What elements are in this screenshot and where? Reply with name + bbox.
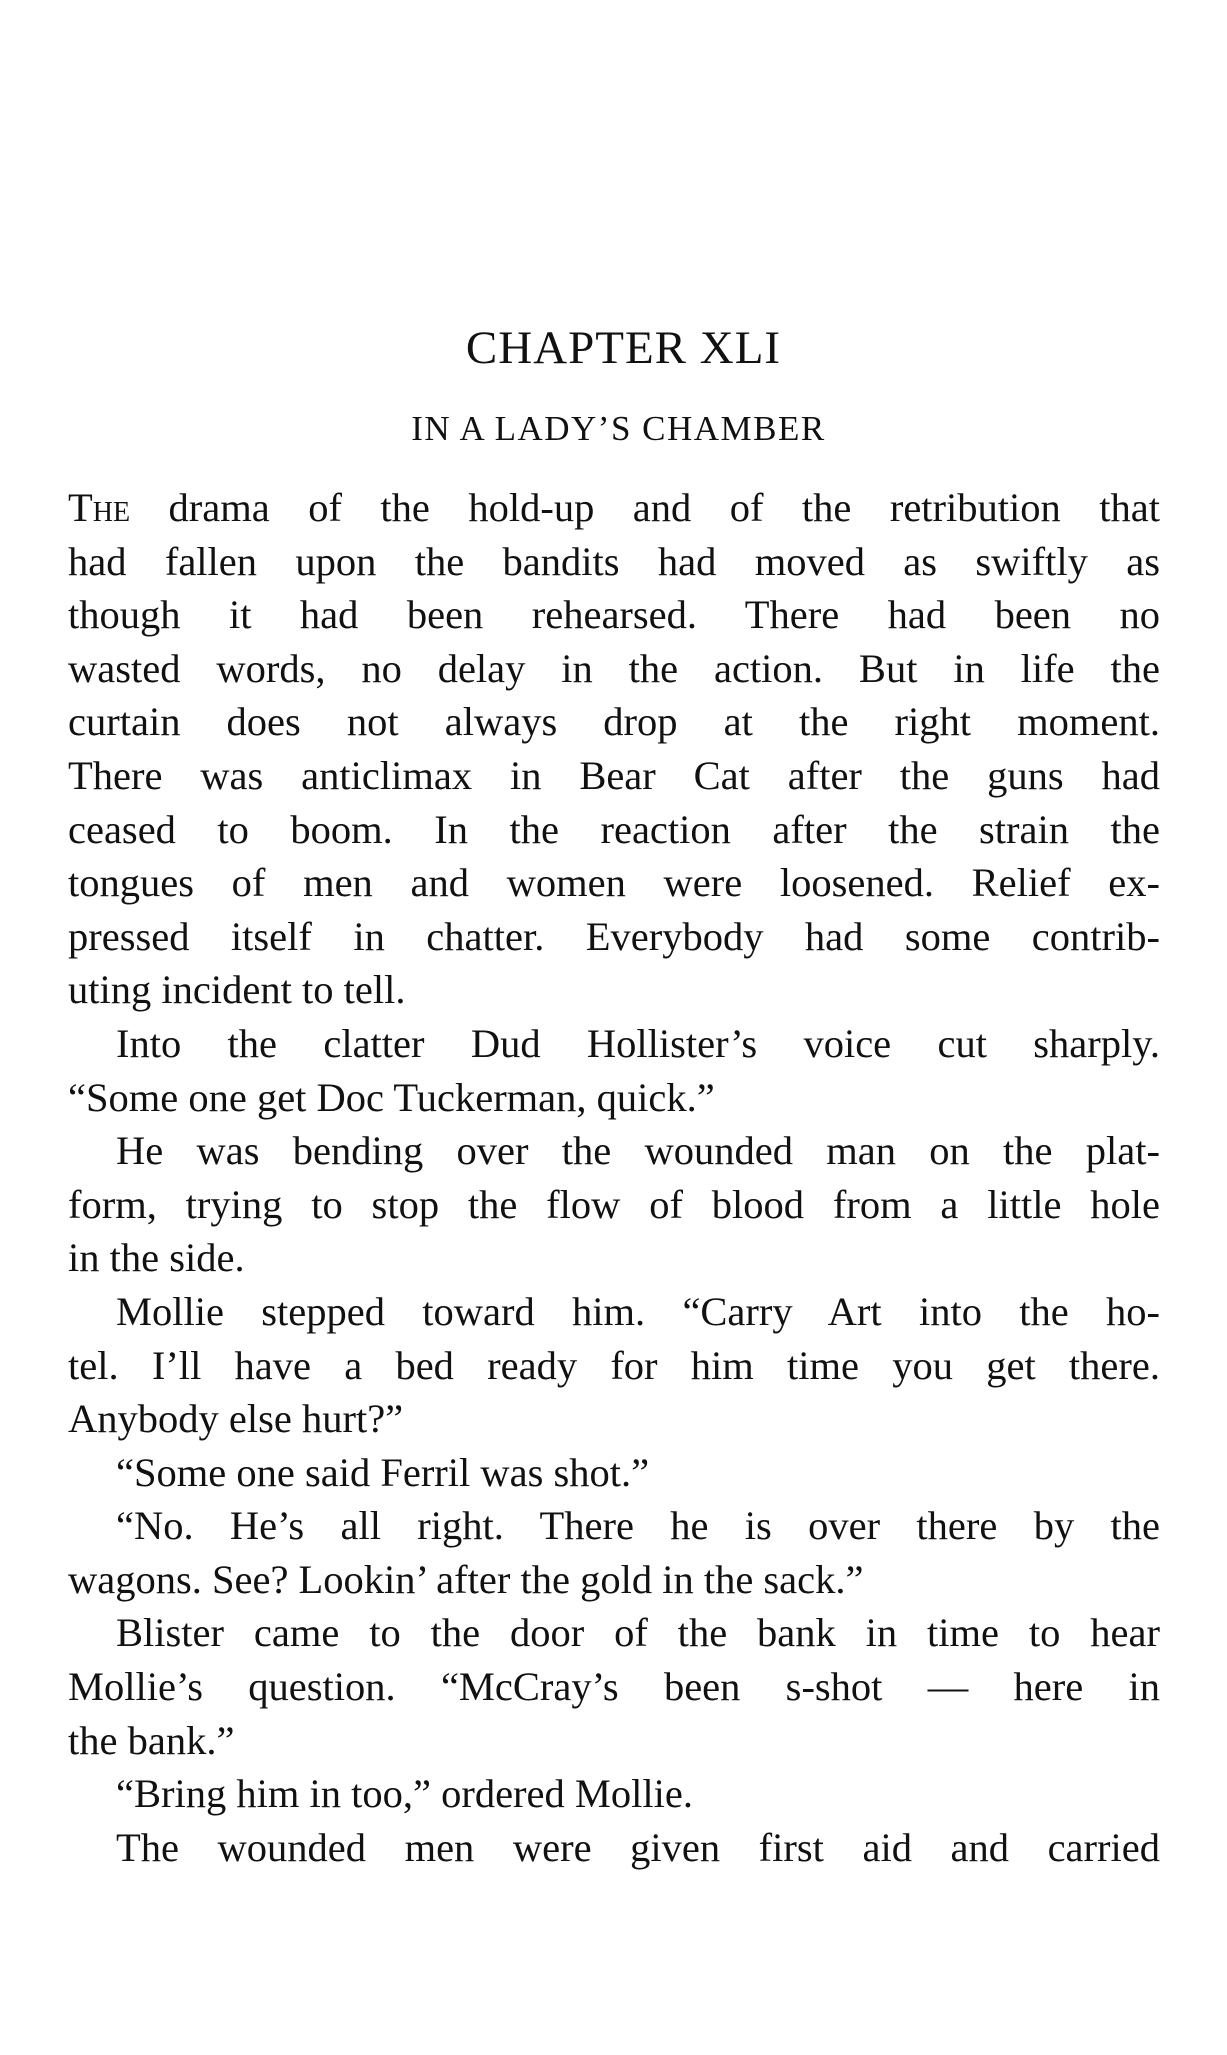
text-line: had fallen upon the bandits had moved as swiftly as: [68, 538, 1160, 584]
line-text: drama of the hold-up and of the retribution that: [130, 485, 1160, 530]
text-line: “No. He’s all right. There he is over there by the: [116, 1503, 1160, 1549]
text-line: “Bring him in too,” ordered Mollie.: [116, 1771, 694, 1817]
text-line: wagons. See? Lookin’ after the gold in the sack.”: [68, 1556, 864, 1602]
text-line: ceased to boom. In the reaction after the strain the: [68, 806, 1160, 852]
text-line: tel. I’ll have a bed ready for him time you get there.: [68, 1342, 1160, 1388]
body-text: [68, 481, 1160, 1874]
text-line: There was anticlimax in Bear Cat after the guns had: [68, 752, 1160, 798]
text-line: the bank.”: [68, 1717, 235, 1763]
text-line: Mollie stepped toward him. “Carry Art into the ho-: [116, 1288, 1160, 1334]
text-line: [68, 481, 1160, 535]
text-line: pressed itself in chatter. Everybody had some contrib-: [68, 913, 1160, 959]
text-line: Into the clatter Dud Hollister’s voice cut sharply.: [116, 1020, 1160, 1066]
text-line: Mollie’s question. “McCray’s been s-shot — here in: [68, 1664, 1160, 1710]
chapter-subtitle: IN A LADY’S CHAMBER: [411, 409, 826, 448]
text-line: “Some one said Ferril was shot.”: [116, 1449, 650, 1495]
chapter-heading: CHAPTER XLI: [465, 322, 782, 374]
text-line: in the side.: [68, 1235, 245, 1281]
text-line: wasted words, no delay in the action. But in life the: [68, 645, 1160, 691]
text-line: The wounded men were given first aid and carried: [116, 1824, 1160, 1870]
lead-word: The: [68, 485, 131, 530]
text-line: though it had been rehearsed. There had been no: [68, 592, 1160, 638]
text-line: tongues of men and women were loosened. Relief ex-: [68, 860, 1160, 906]
text-line: uting incident to tell.: [68, 967, 406, 1013]
text-line: curtain does not always drop at the right moment.: [68, 699, 1160, 745]
text-line: form, trying to stop the flow of blood from a little hole: [68, 1181, 1160, 1227]
text-line: He was bending over the wounded man on the plat-: [116, 1128, 1160, 1174]
text-line: Blister came to the door of the bank in time to hear: [116, 1610, 1160, 1656]
text-line: Anybody else hurt?”: [68, 1396, 404, 1442]
text-line: “Some one get Doc Tuckerman, quick.”: [68, 1074, 715, 1120]
